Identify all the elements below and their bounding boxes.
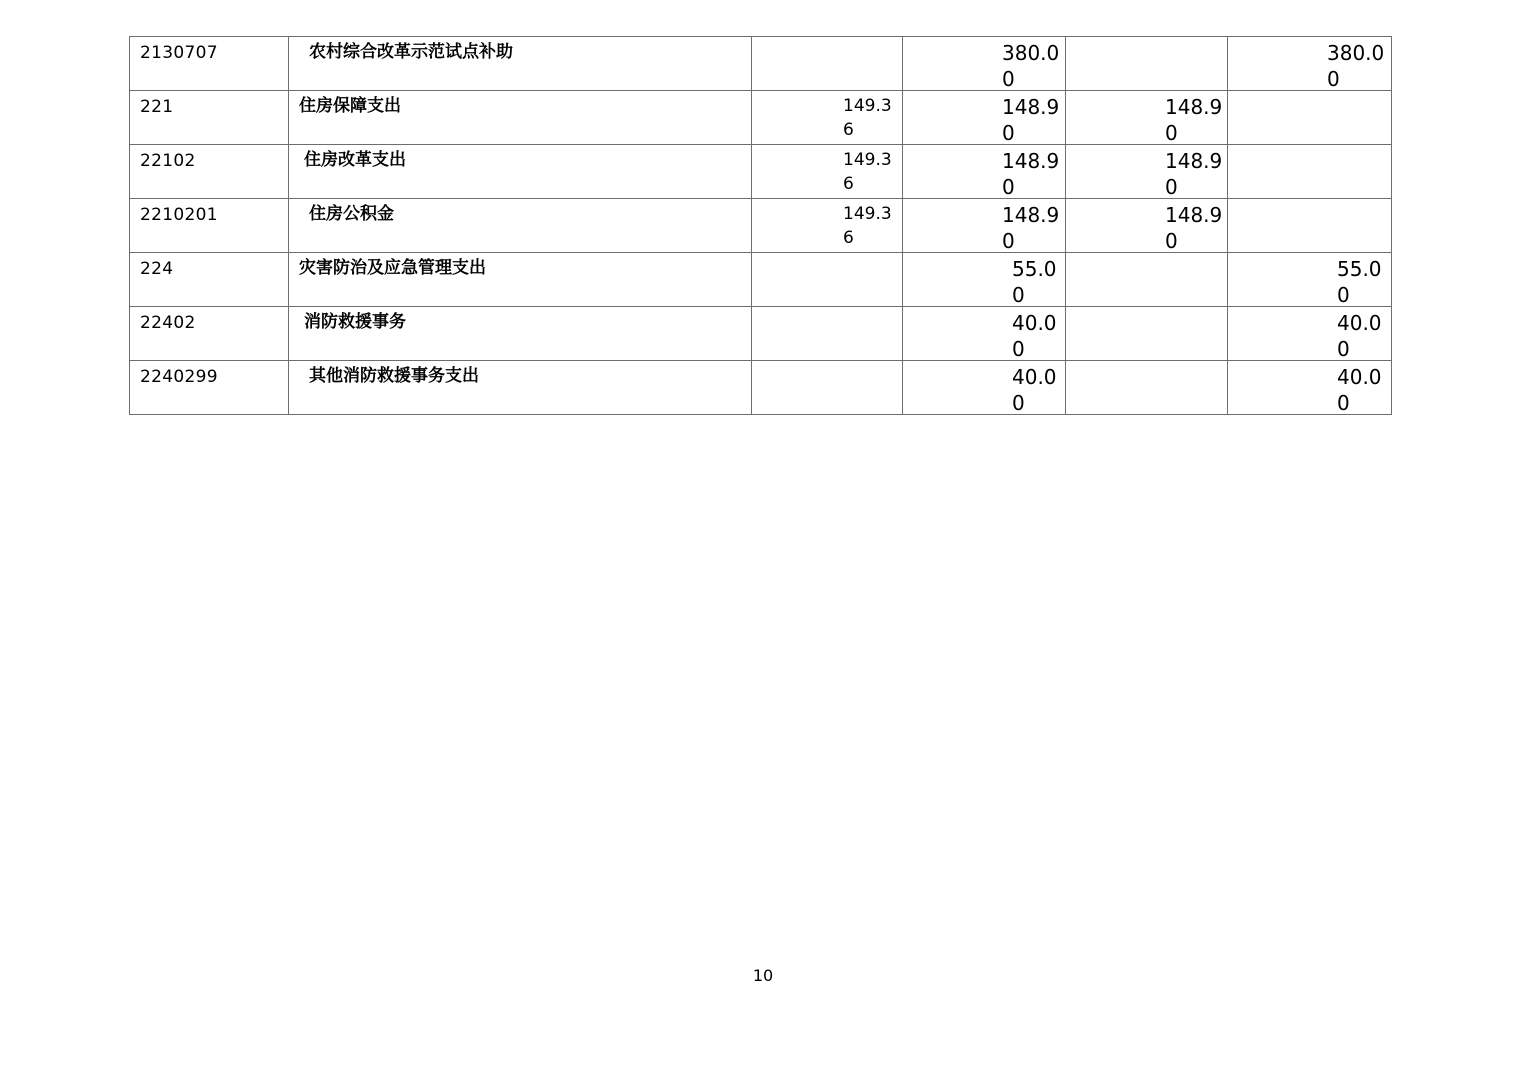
amount-cell-col4 [903,199,1066,253]
amount-value: 149.36 [843,150,892,194]
amount-value: 380.00 [1002,41,1060,91]
amount-cell-col6 [1228,145,1392,199]
row-code: 2240299 [130,361,289,415]
amount-cell-col3 [752,199,903,253]
amount-cell-col6 [1228,199,1392,253]
amount-cell-col3 [752,37,903,91]
amount-cell-col6 [1228,37,1392,91]
amount-value: 149.36 [843,204,892,248]
amount-cell-col5 [1066,253,1228,307]
amount-cell-col6 [1228,361,1392,415]
amount-value: 55.00 [1337,257,1382,307]
row-code: 2130707 [130,37,289,91]
table-row [130,307,1392,361]
budget-table [129,36,1392,415]
amount-cell-col5 [1066,199,1228,253]
amount-cell-col3 [752,361,903,415]
row-name: 农村综合改革示范试点补助 [289,37,752,91]
amount-value: 149.36 [843,96,892,140]
row-name: 住房改革支出 [289,145,752,199]
table-row [130,361,1392,415]
row-code: 221 [130,91,289,145]
amount-cell-col4 [903,253,1066,307]
amount-cell-col4 [903,37,1066,91]
amount-cell-col4 [903,307,1066,361]
row-code: 22402 [130,307,289,361]
amount-value: 40.00 [1012,311,1057,361]
amount-cell-col5 [1066,91,1228,145]
row-name: 住房保障支出 [289,91,752,145]
amount-cell-col4 [903,145,1066,199]
row-code: 22102 [130,145,289,199]
table-row [130,145,1392,199]
amount-cell-col3 [752,91,903,145]
amount-value: 380.00 [1327,41,1385,91]
amount-value: 148.90 [1165,149,1223,199]
amount-cell-col6 [1228,253,1392,307]
amount-value: 148.90 [1165,203,1223,253]
page-number: 10 [752,966,774,985]
row-name: 其他消防救援事务支出 [289,361,752,415]
amount-value: 40.00 [1337,311,1382,361]
amount-cell-col5 [1066,37,1228,91]
amount-cell-col3 [752,145,903,199]
amount-value: 148.90 [1002,149,1060,199]
amount-cell-col5 [1066,145,1228,199]
amount-cell-col6 [1228,91,1392,145]
amount-value: 148.90 [1165,95,1223,145]
row-name: 灾害防治及应急管理支出 [289,253,752,307]
amount-cell-col6 [1228,307,1392,361]
amount-value: 40.00 [1337,365,1382,415]
row-code: 2210201 [130,199,289,253]
table-row [130,253,1392,307]
amount-cell-col4 [903,361,1066,415]
amount-value: 148.90 [1002,95,1060,145]
table-row [130,37,1392,91]
table-body [130,37,1392,415]
amount-cell-col4 [903,91,1066,145]
amount-value: 40.00 [1012,365,1057,415]
table-row [130,91,1392,145]
amount-cell-col5 [1066,361,1228,415]
row-code: 224 [130,253,289,307]
amount-value: 148.90 [1002,203,1060,253]
amount-cell-col5 [1066,307,1228,361]
amount-value: 55.00 [1012,257,1057,307]
table-row [130,199,1392,253]
amount-cell-col3 [752,253,903,307]
amount-cell-col3 [752,307,903,361]
row-name: 住房公积金 [289,199,752,253]
row-name: 消防救援事务 [289,307,752,361]
